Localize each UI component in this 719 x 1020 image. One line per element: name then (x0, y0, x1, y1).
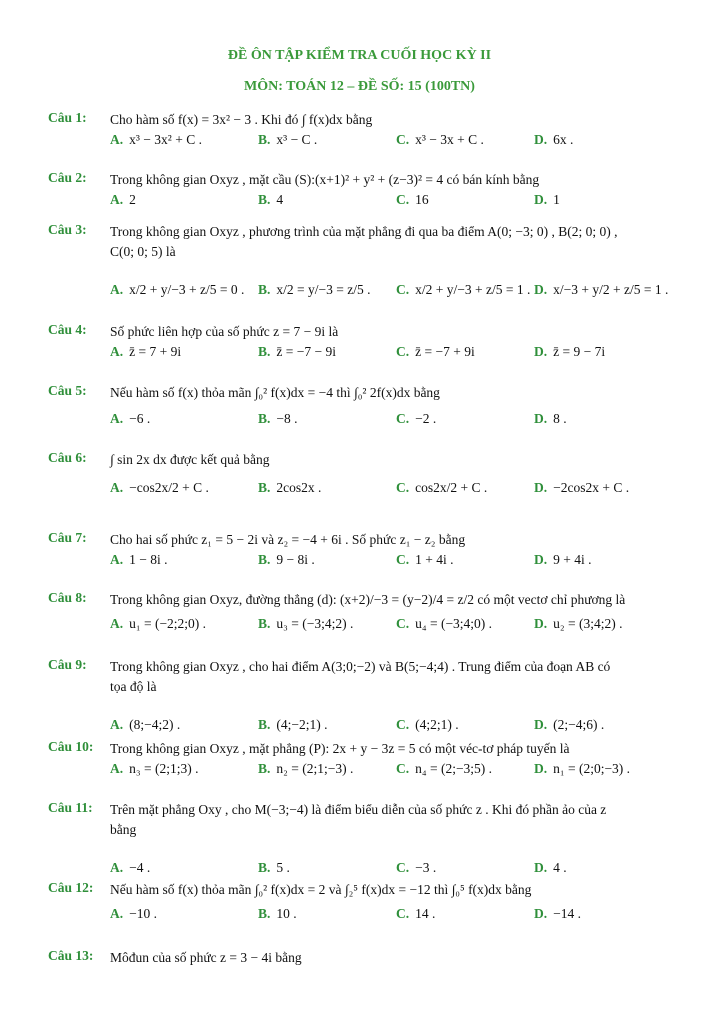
answer-options (110, 480, 689, 502)
question-stem-continued: C(0; 0; 5) là (110, 244, 176, 259)
question-13 (48, 948, 689, 968)
answer-option-c[interactable]: C. x/2 + y/−3 + z/5 = 1 . (396, 282, 531, 297)
question-7 (48, 530, 689, 574)
question-label: Câu 11: (48, 800, 93, 815)
question-label: Câu 3: (48, 222, 87, 237)
answer-option-d[interactable]: D. n₁ = (2;0;−3) . (534, 761, 631, 776)
answer-option-b[interactable]: B. 10 . (258, 906, 297, 921)
answer-option-c[interactable]: C. z̄ = −7 + 9i (396, 344, 475, 359)
question-label: Câu 5: (48, 383, 87, 398)
question-stem: Nếu hàm số f(x) thỏa mãn ∫₀² f(x)dx = −4 thì ∫₀² 2f(x)dx bằng (110, 385, 440, 400)
answer-options (110, 860, 689, 882)
answer-option-c[interactable]: C. 16 (396, 192, 429, 207)
answer-option-d[interactable]: D. 8 . (534, 411, 567, 426)
answer-option-a[interactable]: A. −cos2x/2 + C . (110, 480, 209, 495)
question-stem: Trong không gian Oxyz , phương trình của mặt phẳng đi qua ba điểm A(0; −3; 0) , B(2; 0; 0) , (110, 224, 618, 239)
answer-option-b[interactable]: B. n₂ = (2;1;−3) . (258, 761, 354, 776)
answer-option-c[interactable]: C. −3 . (396, 860, 437, 875)
question-label: Câu 4: (48, 322, 87, 337)
answer-option-a[interactable]: A. n₃ = (2;1;3) . (110, 761, 199, 776)
answer-option-d[interactable]: D. u₂ = (3;4;2) . (534, 616, 623, 631)
answer-option-c[interactable]: C. cos2x/2 + C . (396, 480, 488, 495)
question-4 (48, 322, 689, 366)
answer-option-d[interactable]: D. 9 + 4i . (534, 552, 592, 567)
answer-option-b[interactable]: B. 9 − 8i . (258, 552, 315, 567)
answer-option-c[interactable]: C. 1 + 4i . (396, 552, 454, 567)
answer-option-a[interactable]: A. z̄ = 7 + 9i (110, 344, 182, 359)
answer-option-d[interactable]: D. −14 . (534, 906, 581, 921)
answer-option-c[interactable]: C. (4;2;1) . (396, 717, 459, 732)
question-1 (48, 110, 689, 154)
answer-option-b[interactable]: B. (4;−2;1) . (258, 717, 328, 732)
answer-options (110, 761, 689, 783)
question-8 (48, 590, 689, 638)
answer-options (110, 906, 689, 928)
answer-option-c[interactable]: C. x³ − 3x + C . (396, 132, 484, 147)
answer-options (110, 344, 689, 366)
answer-options (110, 132, 689, 154)
answer-option-a[interactable]: A. −6 . (110, 411, 151, 426)
question-label: Câu 9: (48, 657, 87, 672)
question-label: Câu 10: (48, 739, 94, 754)
answer-option-b[interactable]: B. x/2 = y/−3 = z/5 . (258, 282, 371, 297)
answer-option-c[interactable]: C. 14 . (396, 906, 436, 921)
answer-option-c[interactable]: C. n₄ = (2;−3;5) . (396, 761, 493, 776)
answer-option-c[interactable]: C. −2 . (396, 411, 437, 426)
answer-option-d[interactable]: D. x/−3 + y/2 + z/5 = 1 . (534, 282, 669, 297)
question-stem: Trong không gian Oxyz, đường thẳng (d): (x+2)/−3 = (y−2)/4 = z/2 có một vectơ chỉ phương là (110, 592, 626, 607)
question-label: Câu 1: (48, 110, 87, 125)
answer-option-b[interactable]: B. u₃ = (−3;4;2) . (258, 616, 354, 631)
answer-option-a[interactable]: A. 1 − 8i . (110, 552, 168, 567)
question-label: Câu 13: (48, 948, 94, 963)
question-stem: Trong không gian Oxyz , mặt phẳng (P): 2x + y − 3z = 5 có một véc-tơ pháp tuyến là (110, 741, 570, 756)
answer-option-a[interactable]: A. u₁ = (−2;2;0) . (110, 616, 207, 631)
question-label: Câu 8: (48, 590, 87, 605)
question-stem-continued: tọa độ là (110, 679, 157, 694)
question-stem: Trong không gian Oxyz , mặt cầu (S):(x+1)² + y² + (z−3)² = 4 có bán kính bằng (110, 172, 540, 187)
question-stem: Số phức liên hợp của số phức z = 7 − 9i là (110, 324, 339, 339)
answer-option-a[interactable]: A. 2 (110, 192, 136, 207)
answer-options (110, 411, 689, 433)
answer-option-b[interactable]: B. x³ − C . (258, 132, 318, 147)
question-6 (48, 450, 689, 502)
question-label: Câu 6: (48, 450, 87, 465)
answer-options (110, 192, 689, 214)
document-subtitle: MÔN: TOÁN 12 – ĐỀ SỐ: 15 (100TN) (244, 79, 475, 94)
answer-option-b[interactable]: B. z̄ = −7 − 9i (258, 344, 336, 359)
question-label: Câu 2: (48, 170, 87, 185)
answer-options (110, 717, 689, 739)
answer-options (110, 616, 689, 638)
answer-options (110, 282, 689, 304)
answer-option-b[interactable]: B. −8 . (258, 411, 298, 426)
question-stem: Nếu hàm số f(x) thỏa mãn ∫₀² f(x)dx = 2 và ∫₂⁵ f(x)dx = −12 thì ∫₀⁵ f(x)dx bằng (110, 882, 532, 897)
question-label: Câu 12: (48, 880, 94, 895)
answer-option-b[interactable]: B. 4 (258, 192, 284, 207)
answer-option-d[interactable]: D. (2;−4;6) . (534, 717, 605, 732)
question-stem: ∫ sin 2x dx được kết quả bằng (110, 452, 270, 467)
answer-option-b[interactable]: B. 5 . (258, 860, 290, 875)
question-9 (48, 657, 689, 739)
answer-option-d[interactable]: D. z̄ = 9 − 7i (534, 344, 606, 359)
answer-option-c[interactable]: C. u₄ = (−3;4;0) . (396, 616, 493, 631)
question-label: Câu 7: (48, 530, 87, 545)
question-stem: Môđun của số phức z = 3 − 4i bằng (110, 950, 302, 965)
answer-option-a[interactable]: A. (8;−4;2) . (110, 717, 181, 732)
document-title: ĐỀ ÔN TẬP KIỂM TRA CUỐI HỌC KỲ II (227, 48, 492, 63)
question-stem-continued: bằng (110, 822, 137, 837)
question-10 (48, 739, 689, 783)
answer-options (110, 552, 689, 574)
question-stem: Cho hai số phức z₁ = 5 − 2i và z₂ = −4 + 6i . Số phức z₁ − z₂ bằng (110, 532, 466, 547)
question-11 (48, 800, 689, 882)
question-3 (48, 222, 689, 304)
question-2 (48, 170, 689, 214)
question-stem: Trong không gian Oxyz , cho hai điểm A(3;0;−2) và B(5;−4;4) . Trung điểm của đoạn AB có (110, 659, 611, 674)
question-stem: Trên mặt phẳng Oxy , cho M(−3;−4) là điểm biểu diễn của số phức z . Khi đó phần ảo của z (110, 802, 607, 817)
answer-option-a[interactable]: A. −4 . (110, 860, 151, 875)
answer-option-d[interactable]: D. 4 . (534, 860, 567, 875)
question-12 (48, 880, 689, 928)
answer-option-b[interactable]: B. 2cos2x . (258, 480, 322, 495)
answer-option-a[interactable]: A. −10 . (110, 906, 157, 921)
answer-option-d[interactable]: D. 6x . (534, 132, 574, 147)
answer-option-d[interactable]: D. −2cos2x + C . (534, 480, 630, 495)
question-stem: Cho hàm số f(x) = 3x² − 3 . Khi đó ∫ f(x)dx bằng (110, 112, 373, 127)
answer-option-d[interactable]: D. 1 (534, 192, 560, 207)
answer-option-a[interactable]: A. x³ − 3x² + C . (110, 132, 202, 147)
question-5 (48, 383, 689, 433)
answer-option-a[interactable]: A. x/2 + y/−3 + z/5 = 0 . (110, 282, 245, 297)
